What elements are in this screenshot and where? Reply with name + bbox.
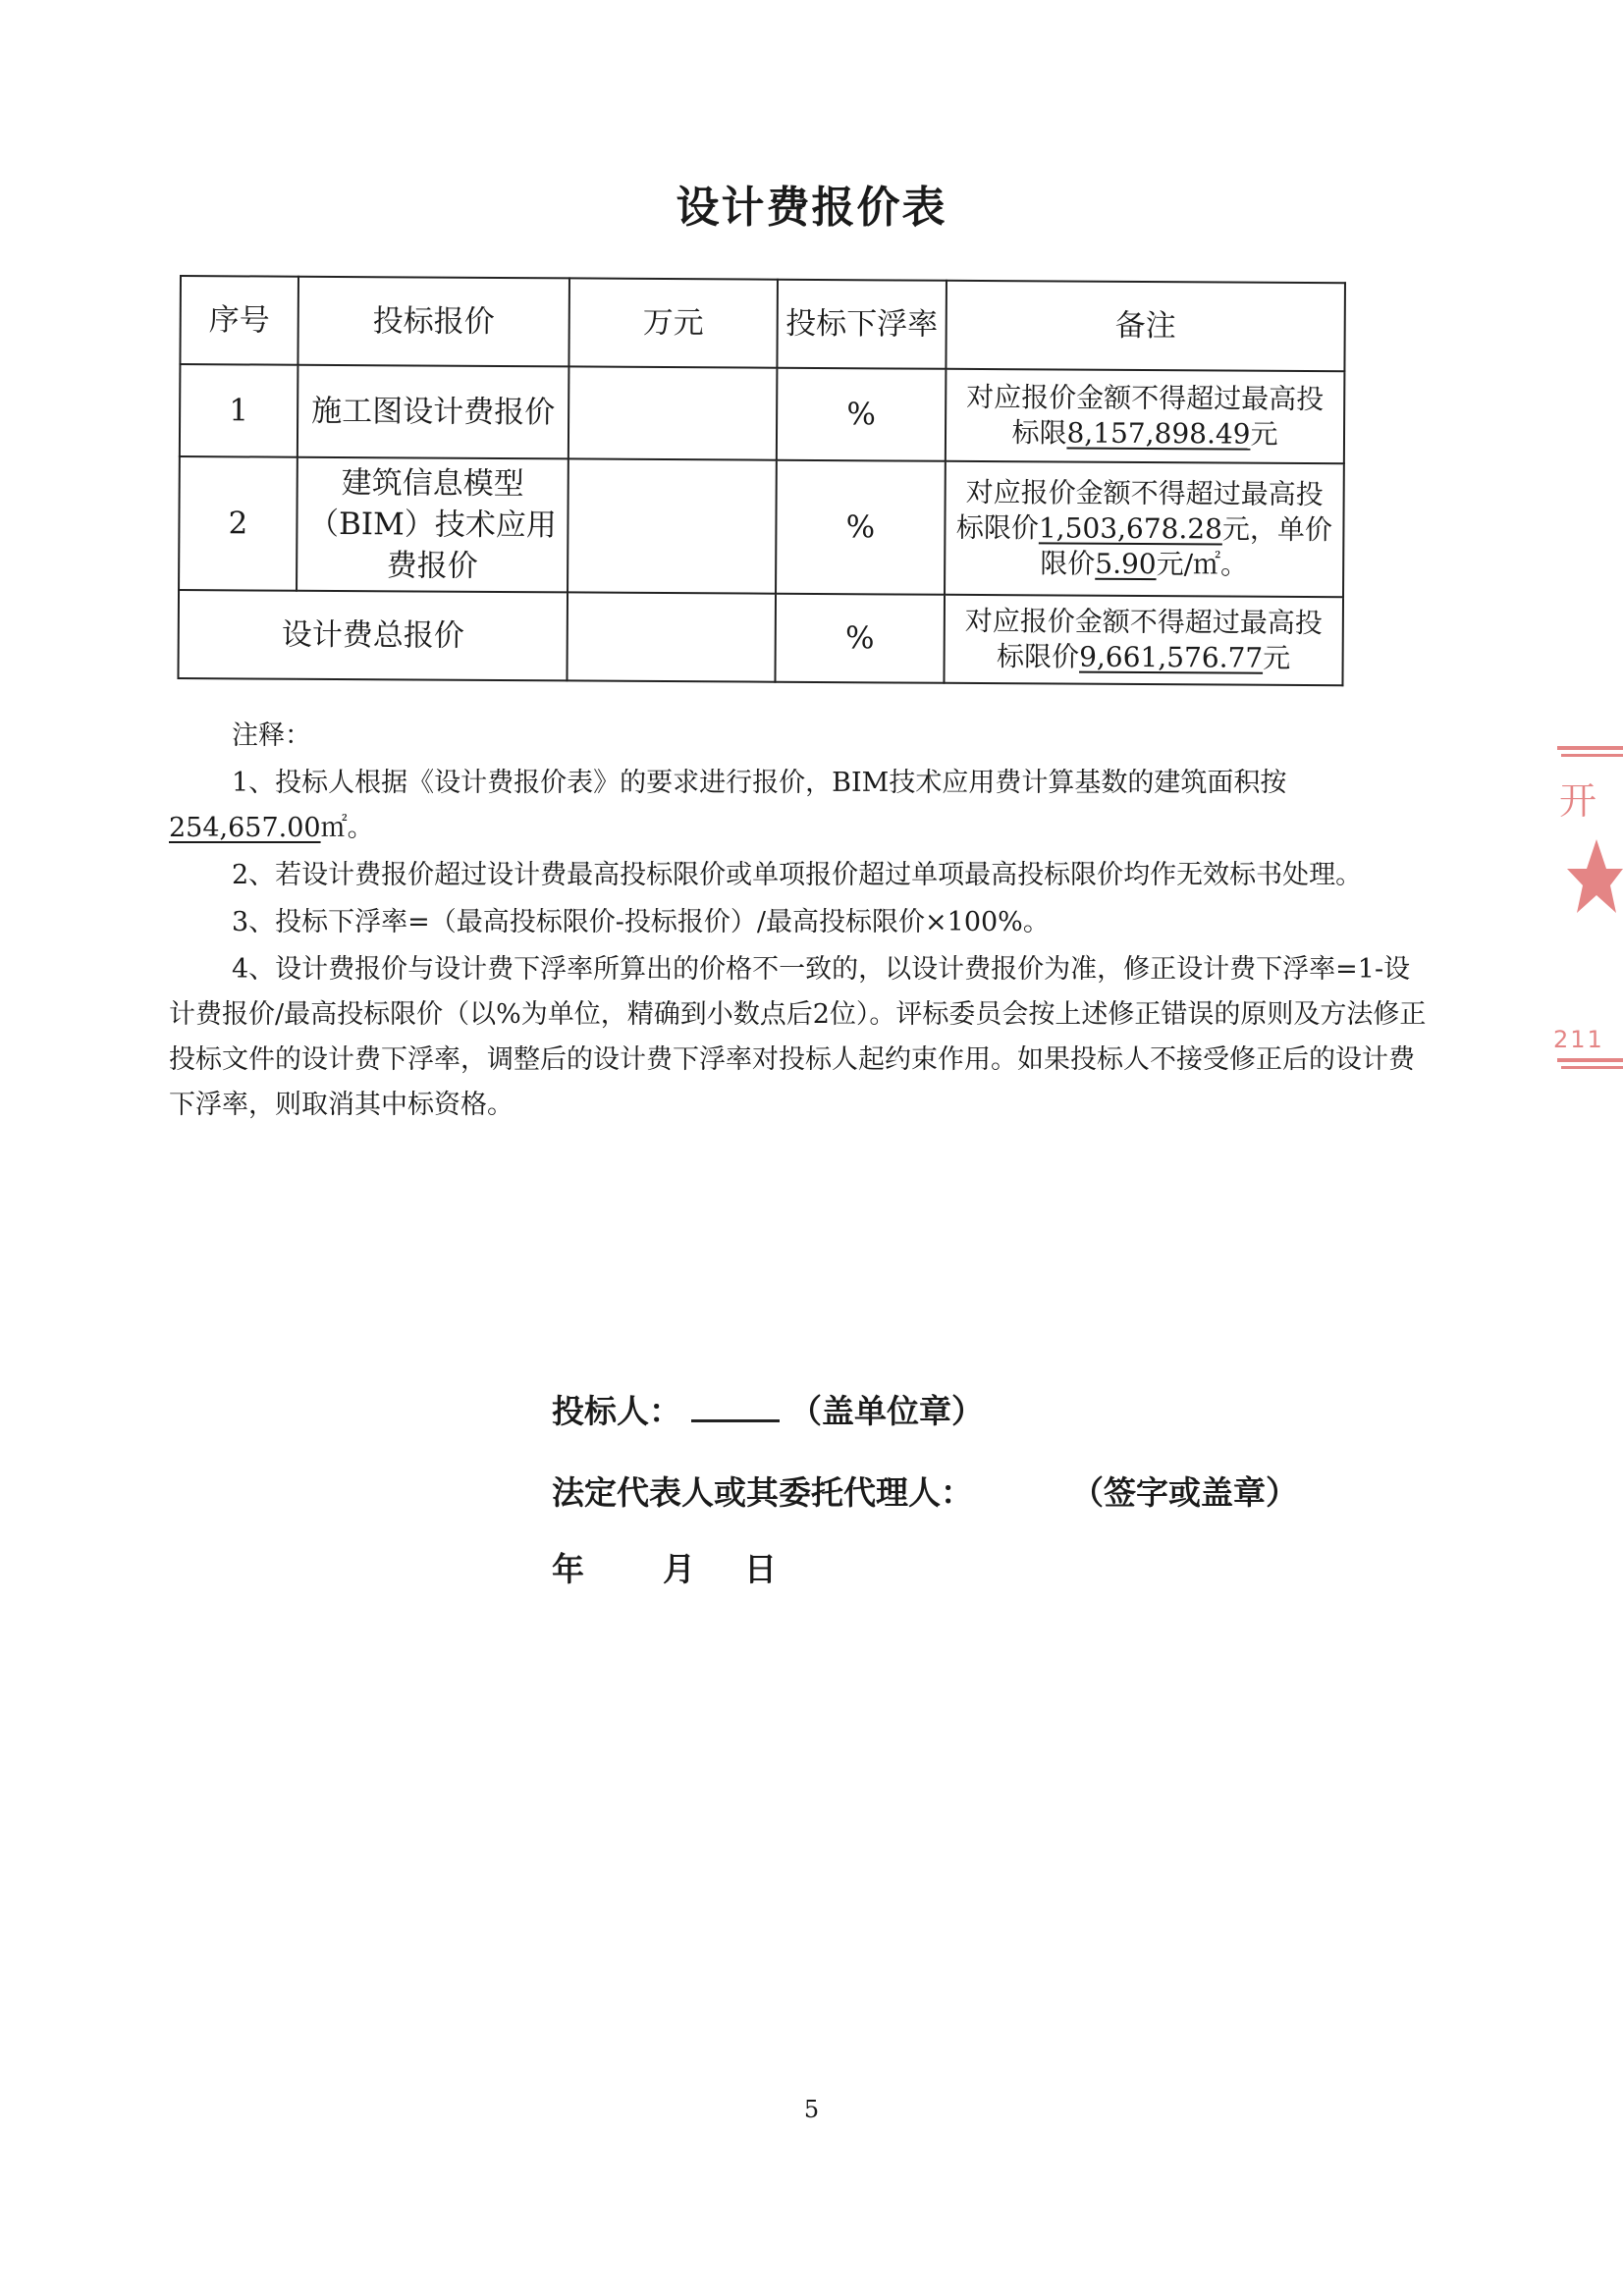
page-title: 设计费报价表 bbox=[676, 183, 947, 233]
remark-limit-value: 8,157,898.49 bbox=[1066, 416, 1251, 451]
row-no: 1 bbox=[180, 364, 298, 457]
date-year: 年 bbox=[552, 1550, 584, 1588]
table-row bbox=[180, 364, 1345, 463]
remark-unit-price-value: 5.90 bbox=[1095, 547, 1157, 581]
header-amount-unit: 万元 bbox=[568, 278, 778, 367]
row-item: 施工图设计费报价 bbox=[298, 365, 569, 459]
remark-limit-value: 1,503,678.28 bbox=[1038, 511, 1223, 546]
bidder-line bbox=[552, 1386, 984, 1432]
remark-limit-value: 9,661,576.77 bbox=[1079, 640, 1264, 674]
representative-line bbox=[552, 1468, 1298, 1514]
representative-label: 法定代表人或其委托代理人： bbox=[552, 1473, 973, 1512]
header-discount-rate: 投标下浮率 bbox=[777, 280, 947, 369]
note-1-area: 254,657.00 bbox=[169, 813, 321, 843]
remark-prefix: 对应报价金额不得超过最高投标限 bbox=[966, 380, 1325, 450]
note-1-text: 1、投标人根据《设计费报价表》的要求进行报价，BIM技术应用费计算基数的建筑面积按 bbox=[232, 768, 1287, 798]
header-remark: 备注 bbox=[946, 281, 1345, 371]
remark-suffix: 元 bbox=[1250, 417, 1278, 451]
row-amount-cell[interactable] bbox=[568, 458, 777, 593]
date-line bbox=[552, 1544, 777, 1590]
representative-note: （签字或盖章） bbox=[1071, 1473, 1298, 1512]
remark-suffix: 元/㎡。 bbox=[1156, 548, 1249, 581]
note-1 bbox=[169, 761, 1435, 851]
notes-section bbox=[169, 714, 1435, 1130]
row-amount-cell[interactable] bbox=[568, 366, 778, 459]
seal-text-bottom: 211 bbox=[1553, 1026, 1604, 1053]
row-item: 建筑信息模型（BIM）技术应用费报价 bbox=[297, 457, 568, 593]
bidder-note: （盖单位章） bbox=[789, 1392, 984, 1430]
table-header-row bbox=[180, 276, 1345, 371]
total-rate-cell[interactable]: % bbox=[775, 594, 945, 683]
note-1-unit: ㎡。 bbox=[320, 813, 374, 843]
row-rate-cell[interactable]: % bbox=[777, 368, 947, 461]
row-remark bbox=[945, 461, 1344, 597]
red-seal-stamp bbox=[1547, 746, 1623, 1080]
row-remark bbox=[946, 369, 1345, 463]
header-bid-price: 投标报价 bbox=[298, 277, 569, 367]
header-no: 序号 bbox=[180, 276, 298, 365]
date-month: 月 bbox=[663, 1550, 695, 1588]
note-4: 4、设计费报价与设计费下浮率所算出的价格不一致的，以设计费报价为准，修正设计费下浮率=1-设计费报价/最高投标限价（以%为单位，精确到小数点后2位）。评标委员会按上述修正错误的原则及方法修正投标文件的设计费下浮率，调整后的设计费下浮率对投标人起约束作用。如果投标人不接受修正后的设计费下浮率，则取消其中标资格。 bbox=[169, 954, 1427, 1120]
table-total-row bbox=[178, 590, 1343, 685]
note-2: 2、若设计费报价超过设计费最高投标限价或单项报价超过单项最高投标限价均作无效标书处理。 bbox=[232, 860, 1363, 890]
total-remark bbox=[944, 595, 1343, 685]
bidder-blank[interactable] bbox=[691, 1392, 780, 1422]
date-day: 日 bbox=[744, 1550, 777, 1588]
row-no: 2 bbox=[179, 456, 298, 591]
total-amount-cell[interactable] bbox=[567, 592, 776, 681]
remark-prefix: 对应报价金额不得超过最高投标限价 bbox=[964, 604, 1323, 673]
notes-heading: 注释： bbox=[232, 721, 311, 751]
remark-suffix: 元 bbox=[1263, 641, 1291, 674]
row-rate-cell[interactable]: % bbox=[776, 460, 946, 595]
table-row bbox=[179, 456, 1344, 597]
remark-prefix: 对应报价金额不得超过最高投标限价 bbox=[955, 475, 1324, 545]
fee-quote-table bbox=[177, 275, 1345, 686]
note-3: 3、投标下浮率=（最高投标限价-投标报价）/最高投标限价×100%。 bbox=[232, 907, 1050, 937]
bidder-label: 投标人： bbox=[552, 1392, 681, 1430]
remark-mid: 元，单价限价 bbox=[1040, 512, 1333, 580]
page-number: 5 bbox=[803, 2096, 820, 2123]
total-label: 设计费总报价 bbox=[178, 590, 568, 680]
seal-text-top: 开 bbox=[1559, 779, 1597, 823]
